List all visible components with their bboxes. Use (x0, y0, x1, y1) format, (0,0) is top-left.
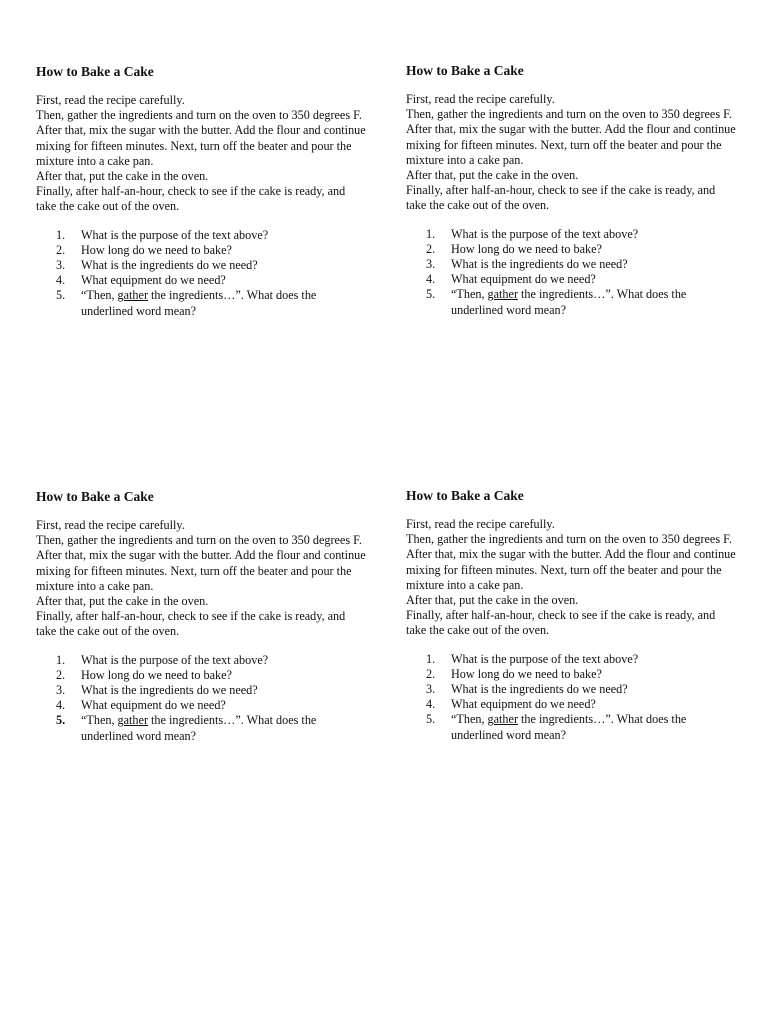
question-item (406, 682, 736, 697)
question-number: 1. (426, 651, 436, 666)
card-title: How to Bake a Cake (406, 488, 524, 503)
question-text-post: the ingredients…”. What does the underlined word mean? (81, 713, 317, 743)
question-item (406, 257, 736, 272)
question-number: 3. (56, 683, 66, 698)
worksheet-card-top-right (406, 63, 736, 318)
question-item (406, 242, 736, 257)
question-number: 3. (56, 258, 66, 273)
question-text: What is the purpose of the text above? (81, 227, 269, 242)
question-number: 4. (426, 272, 436, 287)
question-text: What is the purpose of the text above? (451, 226, 639, 241)
question-text: How long do we need to bake? (81, 667, 232, 682)
question-item (36, 228, 366, 243)
question-text: What equipment do we need? (81, 273, 226, 288)
underlined-word: gather (117, 713, 148, 728)
instruction-line: Then, gather the ingredients and turn on the oven to 350 degrees F. (36, 108, 362, 123)
question-list (406, 652, 736, 743)
question-number: 3. (426, 257, 436, 272)
question-text: What equipment do we need? (451, 697, 596, 712)
instruction-line: After that, put the cake in the oven. (406, 593, 579, 608)
underlined-word: gather (117, 288, 148, 303)
question-item (406, 272, 736, 287)
question-text: What equipment do we need? (81, 698, 226, 713)
question-text: What equipment do we need? (451, 272, 596, 287)
question-list (406, 227, 736, 318)
question-item (36, 713, 366, 743)
instruction-line: Finally, after half-an-hour, check to see if the cake is ready, and take the cake out of the oven. (36, 609, 346, 639)
question-text-pre: “Then, (81, 713, 118, 728)
question-number: 5. (56, 713, 66, 728)
worksheet-card-top-left (36, 64, 366, 319)
question-text-post: the ingredients…”. What does the underlined word mean? (451, 712, 687, 742)
question-item (36, 258, 366, 273)
question-item (406, 287, 736, 317)
card-title: How to Bake a Cake (406, 63, 524, 78)
question-item (36, 273, 366, 288)
instruction-line: After that, mix the sugar with the butter. Add the flour and continue mixing for fifteen minutes. Next, turn off the beater and pour the mixture into a cake pan. (406, 122, 736, 167)
instructions-text (406, 92, 736, 214)
instruction-line: After that, put the cake in the oven. (36, 169, 209, 184)
underlined-word: gather (487, 287, 518, 302)
question-text: How long do we need to bake? (451, 241, 602, 256)
instruction-line: After that, mix the sugar with the butter. Add the flour and continue mixing for fifteen minutes. Next, turn off the beater and pour the mixture into a cake pan. (36, 123, 366, 168)
question-number: 5. (56, 288, 66, 303)
question-item (406, 652, 736, 667)
instruction-line: Then, gather the ingredients and turn on the oven to 350 degrees F. (406, 107, 732, 122)
question-item (36, 683, 366, 698)
question-number: 3. (426, 682, 436, 697)
question-number: 1. (56, 227, 66, 242)
question-item (406, 667, 736, 682)
question-item (406, 712, 736, 742)
worksheet-card-bottom-right (406, 488, 736, 743)
card-title: How to Bake a Cake (36, 489, 154, 504)
question-number: 2. (426, 241, 436, 256)
question-text: What is the purpose of the text above? (81, 652, 269, 667)
question-number: 5. (426, 712, 436, 727)
question-number: 5. (426, 287, 436, 302)
question-text: What is the ingredients do we need? (451, 257, 628, 272)
question-item (36, 243, 366, 258)
card-title: How to Bake a Cake (36, 64, 154, 79)
instruction-line: After that, put the cake in the oven. (36, 594, 209, 609)
question-number: 2. (56, 667, 66, 682)
question-number: 4. (56, 698, 66, 713)
instruction-line: First, read the recipe carefully. (36, 518, 185, 532)
question-text-post: the ingredients…”. What does the underlined word mean? (451, 287, 687, 317)
instruction-line: After that, put the cake in the oven. (406, 168, 579, 183)
question-list (36, 228, 366, 319)
question-text-post: the ingredients…”. What does the underlined word mean? (81, 288, 317, 318)
instruction-line: Then, gather the ingredients and turn on the oven to 350 degrees F. (36, 533, 362, 548)
instructions-text (36, 518, 366, 640)
instruction-line: First, read the recipe carefully. (406, 92, 555, 106)
question-text: What is the purpose of the text above? (451, 651, 639, 666)
question-number: 1. (56, 652, 66, 667)
question-item (406, 227, 736, 242)
instruction-line: Finally, after half-an-hour, check to see if the cake is ready, and take the cake out of the oven. (406, 183, 716, 213)
question-text: What is the ingredients do we need? (81, 683, 258, 698)
instruction-line: First, read the recipe carefully. (406, 517, 555, 531)
question-item (36, 668, 366, 683)
question-number: 4. (56, 273, 66, 288)
question-number: 2. (56, 242, 66, 257)
instruction-line: Then, gather the ingredients and turn on the oven to 350 degrees F. (406, 532, 732, 547)
question-number: 2. (426, 666, 436, 681)
question-text-pre: “Then, (451, 287, 488, 302)
instruction-line: After that, mix the sugar with the butter. Add the flour and continue mixing for fifteen minutes. Next, turn off the beater and pour the mixture into a cake pan. (36, 548, 366, 593)
question-text-pre: “Then, (451, 712, 488, 727)
underlined-word: gather (487, 712, 518, 727)
question-item (406, 697, 736, 712)
question-list (36, 653, 366, 744)
instruction-line: First, read the recipe carefully. (36, 93, 185, 107)
instruction-line: Finally, after half-an-hour, check to see if the cake is ready, and take the cake out of the oven. (406, 608, 716, 638)
worksheet-card-bottom-left (36, 489, 366, 744)
question-number: 4. (426, 697, 436, 712)
question-item (36, 698, 366, 713)
instructions-text (36, 93, 366, 215)
question-text: How long do we need to bake? (451, 666, 602, 681)
instructions-text (406, 517, 736, 639)
instruction-line: Finally, after half-an-hour, check to see if the cake is ready, and take the cake out of the oven. (36, 184, 346, 214)
question-text-pre: “Then, (81, 288, 118, 303)
question-text: What is the ingredients do we need? (451, 682, 628, 697)
question-item (36, 288, 366, 318)
question-text: How long do we need to bake? (81, 242, 232, 257)
question-item (36, 653, 366, 668)
question-number: 1. (426, 226, 436, 241)
instruction-line: After that, mix the sugar with the butter. Add the flour and continue mixing for fifteen minutes. Next, turn off the beater and pour the mixture into a cake pan. (406, 547, 736, 592)
question-text: What is the ingredients do we need? (81, 258, 258, 273)
